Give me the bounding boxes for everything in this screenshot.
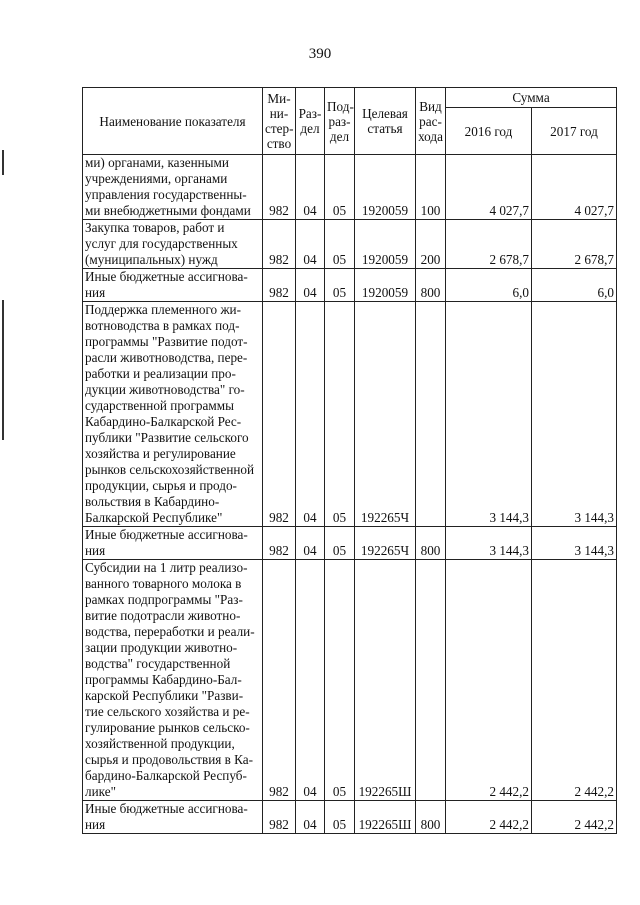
row-target: 192265Ч [355, 527, 416, 560]
row-sum-2017: 4 027,7 [532, 155, 617, 220]
page-number: 390 [308, 46, 332, 62]
row-sum-2017: 3 144,3 [532, 527, 617, 560]
row-sum-2017: 2 442,2 [532, 560, 617, 801]
row-section: 04 [296, 801, 325, 834]
row-expense-type: 800 [416, 801, 446, 834]
header-target: Целевая статья [355, 88, 416, 155]
row-subsection: 05 [325, 560, 355, 801]
row-target: 192265Ш [355, 801, 416, 834]
table-row [83, 220, 617, 269]
row-name: Иные бюджетные ассигнова- ния [83, 801, 263, 834]
row-sum-2016: 3 144,3 [446, 527, 532, 560]
header-expense-type: Вид рас- хода [416, 88, 446, 155]
row-section: 04 [296, 302, 325, 527]
row-expense-type: 800 [416, 527, 446, 560]
row-subsection: 05 [325, 220, 355, 269]
table-row [83, 155, 617, 220]
row-section: 04 [296, 527, 325, 560]
row-sum-2017: 2 678,7 [532, 220, 617, 269]
row-expense-type [416, 560, 446, 801]
row-expense-type: 200 [416, 220, 446, 269]
table-row [83, 527, 617, 560]
row-subsection: 05 [325, 801, 355, 834]
row-sum-2017: 2 442,2 [532, 801, 617, 834]
header-subsection: Под- раз- дел [325, 88, 355, 155]
budget-table [82, 87, 617, 834]
row-target: 192265Ш [355, 560, 416, 801]
row-expense-type: 100 [416, 155, 446, 220]
row-ministry: 982 [263, 560, 296, 801]
row-sum-2016: 2 442,2 [446, 560, 532, 801]
row-sum-2016: 2 442,2 [446, 801, 532, 834]
header-year-2017: 2017 год [532, 108, 617, 155]
table-row [83, 302, 617, 527]
row-name: Иные бюджетные ассигнова- ния [83, 269, 263, 302]
row-target: 1920059 [355, 269, 416, 302]
row-sum-2016: 4 027,7 [446, 155, 532, 220]
row-section: 04 [296, 155, 325, 220]
table-row [83, 269, 617, 302]
row-sum-2016: 2 678,7 [446, 220, 532, 269]
row-name: Закупка товаров, работ и услуг для государственных (муниципальных) нужд [83, 220, 263, 269]
row-sum-2017: 3 144,3 [532, 302, 617, 527]
header-sum: Сумма [446, 88, 617, 108]
row-sum-2016: 6,0 [446, 269, 532, 302]
scan-margin-mark [2, 300, 4, 440]
row-name: Поддержка племенного жи- вотноводства в рамках под- программы "Развитие подот- расли животноводства, пере- работки и реализации про- дукции животноводства" го- сударственной программы Кабардино-Балкарской Рес- публики "Развитие сельского хозяйства и регулирование рынков сельскохозяйственной продукции, сырья и продо- вольствия в Кабардино- Балкарской Республике" [83, 302, 263, 527]
row-target: 1920059 [355, 220, 416, 269]
row-section: 04 [296, 220, 325, 269]
row-sum-2016: 3 144,3 [446, 302, 532, 527]
header-year-2016: 2016 год [446, 108, 532, 155]
table-row [83, 801, 617, 834]
row-section: 04 [296, 269, 325, 302]
header-section: Раз- дел [296, 88, 325, 155]
row-ministry: 982 [263, 302, 296, 527]
row-ministry: 982 [263, 801, 296, 834]
row-expense-type [416, 302, 446, 527]
row-name: Иные бюджетные ассигнова- ния [83, 527, 263, 560]
row-name: Субсидии на 1 литр реализо- ванного товарного молока в рамках подпрограммы "Раз- витие подотрасли животно- водства, переработки и реали- зации продукции животно- водства" государственной программы Кабардино-Бал- карской Республики "Разви- тие сельского хозяйства и ре- гулирование рынков сельско- хозяйственной продукции, сырья и продовольствия в Ка- бардино-Балкарской Респуб- лике" [83, 560, 263, 801]
header-ministry: Ми- ни- стер- ство [263, 88, 296, 155]
row-ministry: 982 [263, 269, 296, 302]
row-subsection: 05 [325, 527, 355, 560]
row-ministry: 982 [263, 220, 296, 269]
row-ministry: 982 [263, 155, 296, 220]
row-subsection: 05 [325, 269, 355, 302]
row-expense-type: 800 [416, 269, 446, 302]
row-subsection: 05 [325, 155, 355, 220]
table-row [83, 560, 617, 801]
row-name: ми) органами, казенными учреждениями, органами управления государственны- ми внебюджетными фондами [83, 155, 263, 220]
row-sum-2017: 6,0 [532, 269, 617, 302]
row-ministry: 982 [263, 527, 296, 560]
header-name: Наименование показателя [83, 88, 263, 155]
row-subsection: 05 [325, 302, 355, 527]
row-target: 1920059 [355, 155, 416, 220]
scan-margin-mark [2, 150, 4, 175]
row-section: 04 [296, 560, 325, 801]
row-target: 192265Ч [355, 302, 416, 527]
